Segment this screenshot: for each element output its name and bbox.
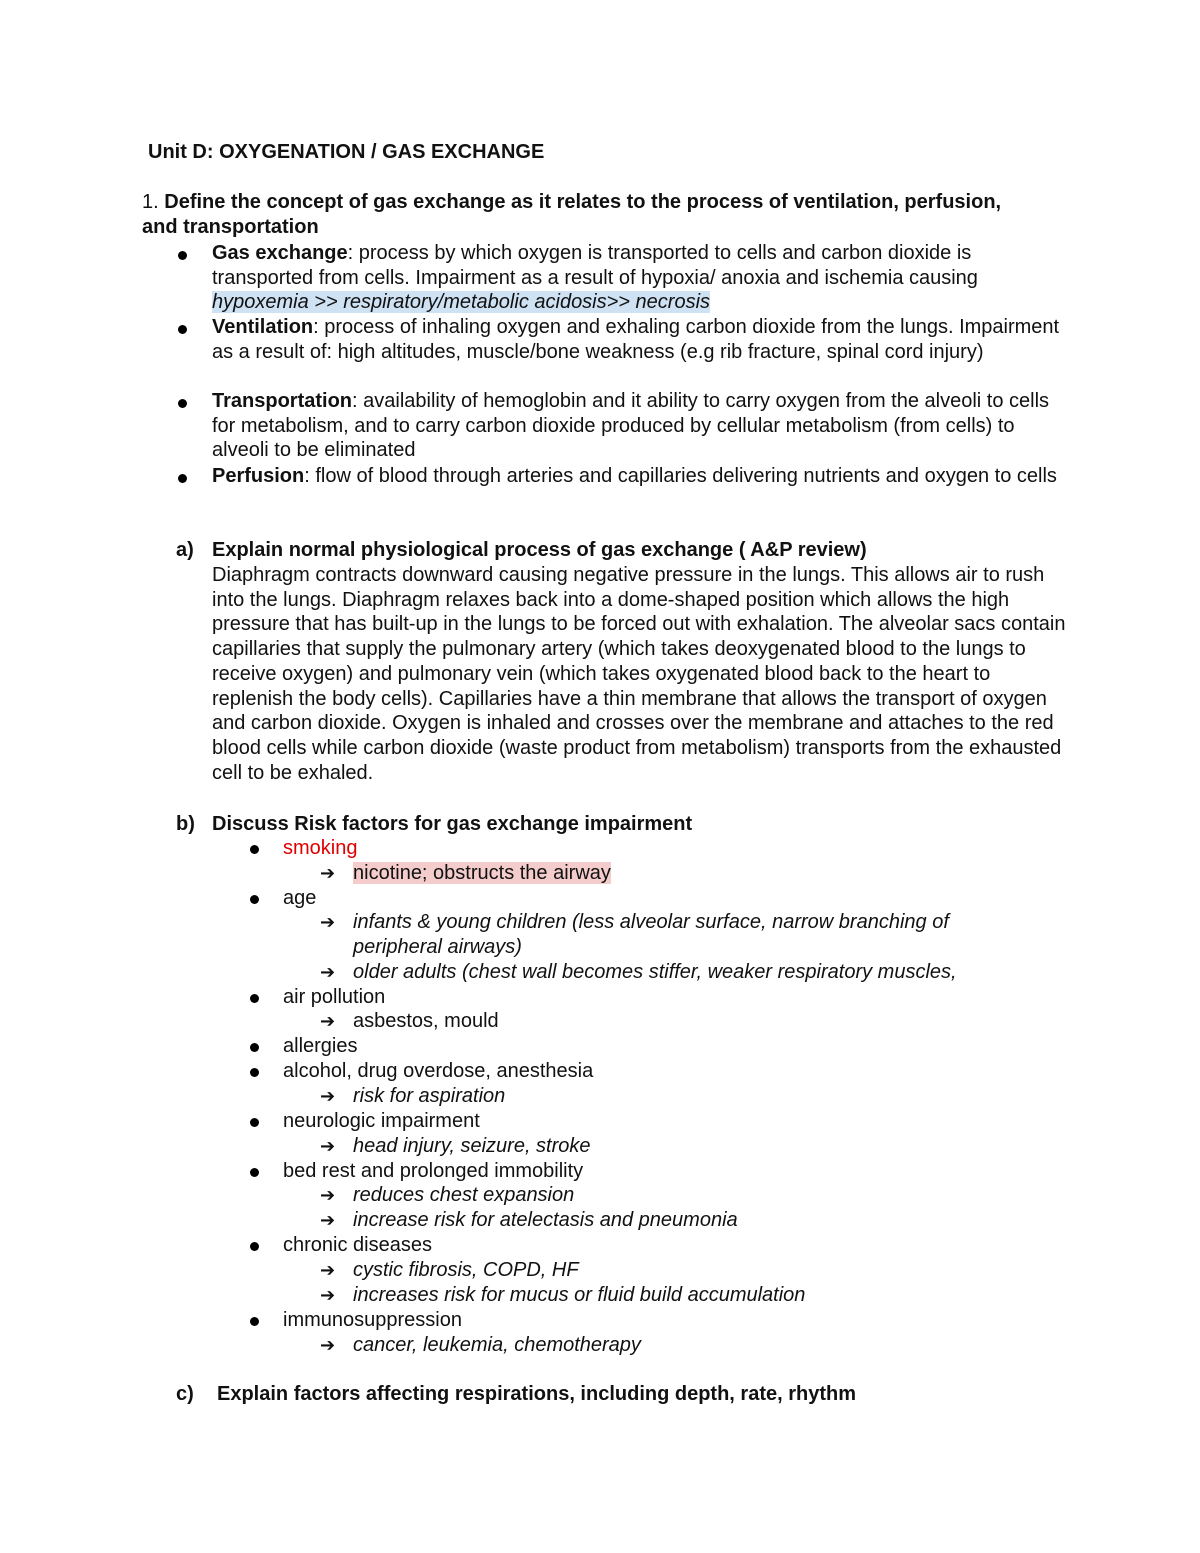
factor-bed-rest: bed rest and prolonged immobility [283, 1160, 584, 1182]
question-1-number: 1. [142, 191, 165, 213]
arrow-icon: ➔ [320, 912, 336, 932]
bullet-icon [250, 845, 259, 854]
term-transportation: Transportation [212, 390, 353, 412]
factor-age: age [283, 887, 317, 909]
factor-neurologic-impairment: neurologic impairment [283, 1110, 480, 1132]
sub-item: risk for aspiration [353, 1085, 506, 1107]
factor-smoking: smoking [283, 837, 358, 859]
arrow-icon: ➔ [320, 863, 336, 883]
arrow-icon: ➔ [320, 1285, 336, 1305]
sub-item: older adults (chest wall becomes stiffer, weaker respiratory muscles, [353, 961, 957, 983]
arrow-icon: ➔ [320, 962, 336, 982]
list-item-ventilation [212, 315, 1062, 364]
sub-item: increases risk for mucus or fluid build accumulation [353, 1284, 806, 1306]
question-1 [142, 190, 1042, 239]
arrow-icon: ➔ [320, 1335, 336, 1355]
page-title: Unit D: OXYGENATION / GAS EXCHANGE [148, 141, 545, 163]
arrow-icon: ➔ [320, 1210, 336, 1230]
section-a-heading: Explain normal physiological process of gas exchange ( A&P review) [212, 539, 867, 561]
factor-alcohol: alcohol, drug overdose, anesthesia [283, 1060, 594, 1082]
arrow-icon: ➔ [320, 1011, 336, 1031]
arrow-icon: ➔ [320, 1260, 336, 1280]
bullet-icon [250, 994, 259, 1003]
section-b-label: b) [176, 813, 195, 835]
list-item-transportation [212, 389, 1062, 463]
question-1-text: Define the concept of gas exchange as it relates to the process of ventilation, perfusion, and transportation [142, 191, 1002, 238]
bullet-icon [178, 325, 187, 334]
bullet-icon [178, 399, 187, 408]
sub-item [353, 861, 611, 886]
sub-item: asbestos, mould [353, 1010, 499, 1032]
bullet-icon [250, 895, 259, 904]
desc-gas-exchange: : process by which oxygen is transported to cells and carbon dioxide is transported from cells. Impairment as a result of hypoxia/ anoxia and ischemia causing [212, 242, 978, 289]
desc-ventilation: : process of inhaling oxygen and exhaling carbon dioxide from the lungs. Impairment as a result of: high altitudes, muscle/bone weakness (e.g rib fracture, spinal cord injury) [212, 316, 1060, 363]
list-item-perfusion [212, 464, 1062, 489]
term-perfusion: Perfusion [212, 465, 305, 487]
desc-transportation: : availability of hemoglobin and it ability to carry oxygen from the alveoli to cells for metabolism, and to carry carbon dioxide produced by cellular metabolism (from cells) to alveoli to be eliminated [212, 390, 1050, 462]
section-a-label: a) [176, 539, 194, 561]
factor-chronic-diseases: chronic diseases [283, 1234, 432, 1256]
term-ventilation: Ventilation [212, 316, 314, 338]
sub-item: head injury, seizure, stroke [353, 1135, 591, 1157]
bullet-icon [250, 1043, 259, 1052]
term-gas-exchange: Gas exchange [212, 242, 348, 264]
sub-item: cancer, leukemia, chemotherapy [353, 1334, 641, 1356]
section-b-heading: Discuss Risk factors for gas exchange impairment [212, 813, 693, 835]
factor-air-pollution: air pollution [283, 986, 386, 1008]
bullet-icon [250, 1168, 259, 1177]
arrow-icon: ➔ [320, 1086, 336, 1106]
bullet-icon [178, 251, 187, 260]
highlighted-sub-item: nicotine; obstructs the airway [353, 862, 611, 884]
section-c-label: c) [176, 1383, 194, 1405]
desc-perfusion: : flow of blood through arteries and capillaries delivering nutrients and oxygen to cells [304, 465, 1057, 487]
bullet-icon [250, 1118, 259, 1127]
factor-immunosuppression: immunosuppression [283, 1309, 462, 1331]
section-a-body: Diaphragm contracts downward causing negative pressure in the lungs. This allows air to rush into the lungs. Diaphragm relaxes back into a dome-shaped position which allows the high pressure that has built-up in the lungs to be forced out with exhalation. The alveolar sacs contain capillaries that supply the pulmonary artery (which takes deoxygenated blood to the lungs to receive oxygen) and pulmonary vein (which takes oxygenated blood back to the heart to replenish the body cells). Capillaries have a thin membrane that allows the transport of oxygen and carbon dioxide. Oxygen is inhaled and crosses over the membrane and attaches to the red blood cells while carbon dioxide (waste product from metabolism) transports from the exhausted cell to be exhaled. [212, 564, 1066, 784]
sub-item: cystic fibrosis, COPD, HF [353, 1259, 579, 1281]
bullet-icon [250, 1242, 259, 1251]
arrow-icon: ➔ [320, 1185, 336, 1205]
arrow-icon: ➔ [320, 1136, 336, 1156]
bullet-icon [250, 1317, 259, 1326]
sub-item: increase risk for atelectasis and pneumonia [353, 1209, 738, 1231]
bullet-icon [250, 1068, 259, 1077]
section-c-heading: Explain factors affecting respirations, including depth, rate, rhythm [217, 1383, 856, 1405]
bullet-icon [178, 474, 187, 483]
factor-allergies: allergies [283, 1035, 358, 1057]
sub-item: reduces chest expansion [353, 1184, 575, 1206]
sub-item: infants & young children (less alveolar surface, narrow branching of peripheral airways) [353, 911, 949, 958]
highlighted-phrase: hypoxemia >> respiratory/metabolic acidosis>> necrosis [212, 291, 711, 314]
list-item-gas-exchange [212, 241, 1062, 315]
